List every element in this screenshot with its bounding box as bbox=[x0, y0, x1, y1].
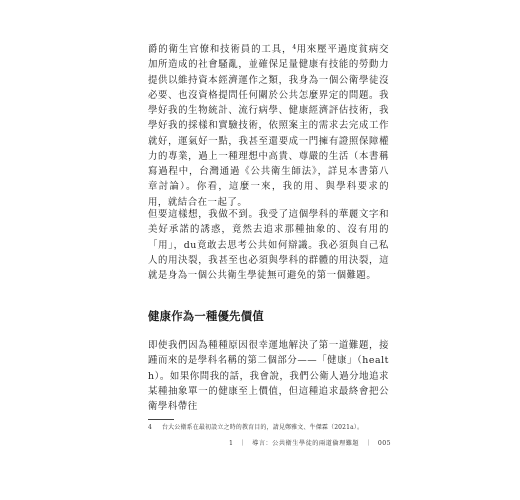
chapter-number: 1 bbox=[229, 440, 234, 447]
paragraph-lead-text: 爵的衛生官僚和技術員的工具， bbox=[148, 44, 293, 55]
page-number: 005 bbox=[377, 440, 392, 447]
footer-separator: ｜ bbox=[365, 440, 372, 447]
chapter-title: 導言：公共衛生學徒的兩道倫理難題 bbox=[252, 440, 360, 447]
footnote-number: 4 bbox=[148, 424, 152, 431]
paragraph-continuation-text: 用來壓平過度貧病交加所造成的社會騷亂，並確保足量健康有技能的勞動力提供以維持資本經濟運作之類，我身為一個公衛學徒沒必要、也沒資格提問任何關於公共怎麼界定的問題。我學好我的生物統計、流行病學、健康經濟評估技術，我學好我的採樣和實驗技術，依照案主的需求去完成工作就好，運氣好一點，我甚至還要成一門擁有證照保障權力的專業，過上一種理想中高貴、尊嚴的生活（本書稱寫過程中，台灣通過《公共衛生師法》，詳見本書第八章討論）。你看，這麼一來，我的用、與學科要求的用，就結合在一起了。 bbox=[148, 44, 390, 208]
footnote bbox=[148, 423, 398, 432]
running-footer bbox=[229, 439, 391, 448]
body-paragraph-2: 但要這樣想，我做不到。我受了這個學科的華麗文字和美好承諾的誘惑，竟然去追求那種抽象的、沒有用的「用」，du竟敢去思考公共如何辯識。我必須與自己私人的用決裂，我甚至也必須與學科的群體的用決裂，這就是身為一個公共衛生學徒無可避免的第一個難題。 bbox=[148, 209, 389, 281]
body-paragraph-3: 即使我們因為種種原因很幸運地解決了第一道難題，接踵而來的是學科名稱的第二個部分——「健康」（health）。如果你問我的話，我會說，我們公衛人過分地追求某種抽象單一的健康至上價值，但這種追求最終會把公衛學科帶往 bbox=[148, 340, 389, 412]
section-heading: 健康作為一種優先價值 bbox=[148, 310, 264, 323]
body-paragraph-1 bbox=[148, 40, 389, 210]
footer-separator: ｜ bbox=[239, 440, 247, 447]
footnote-divider bbox=[148, 419, 174, 420]
footnote-reference: 4 bbox=[292, 44, 297, 51]
footnote-text: 台大公衛系在最初設立之時的教育目的，請見鄭雅文、牛傑霖（2021a）。 bbox=[162, 424, 364, 431]
